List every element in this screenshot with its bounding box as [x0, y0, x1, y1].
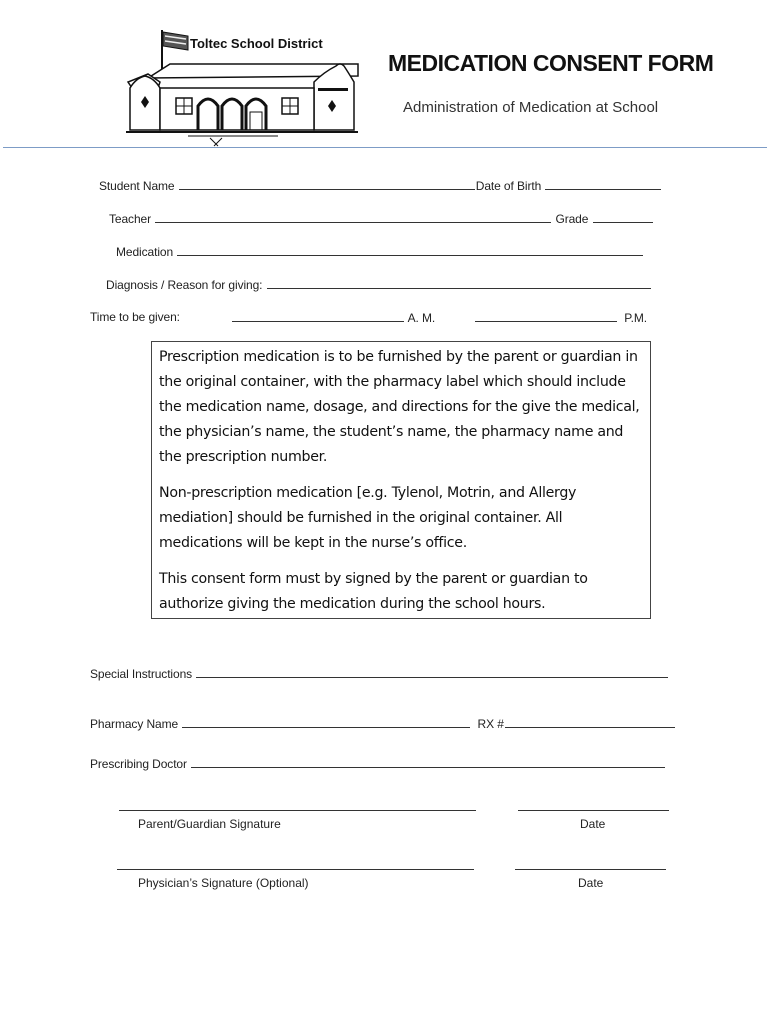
special-instructions-row — [90, 666, 669, 681]
prescribing-doctor-label: Prescribing Doctor — [90, 757, 187, 771]
medication-label: Medication — [116, 245, 174, 259]
physician-date-line[interactable] — [515, 869, 666, 870]
pm-time-input[interactable] — [475, 310, 617, 322]
pm-label: P.M. — [624, 311, 647, 325]
pm-row — [474, 310, 647, 325]
prescribing-doctor-input[interactable] — [191, 756, 665, 768]
am-label: A. M. — [407, 311, 436, 325]
am-time-input[interactable] — [232, 310, 404, 322]
teacher-row — [109, 211, 654, 226]
student-name-row — [99, 178, 662, 193]
policy-paragraph-non-prescription: Non-prescription medication [e.g. Tylenol, Motrin, and Allergy mediation] should be furnished in the original container. All medications will be kept in the nurse’s office. — [159, 485, 577, 551]
special-instructions-input[interactable] — [196, 666, 668, 678]
parent-date-label: Date — [580, 817, 606, 831]
date-of-birth-label: Date of Birth — [475, 179, 542, 193]
physician-signature-line[interactable] — [117, 869, 474, 870]
medication-input[interactable] — [177, 244, 643, 256]
policy-paragraph-prescription: Prescription medication is to be furnished by the parent or guardian in the original container, with the pharmacy label which should include the medication name, dosage, and directions for the give the medical, the physician’s name, the student’s name, the pharmacy name and the prescription number. — [159, 349, 640, 465]
pharmacy-row — [90, 716, 676, 731]
medication-row — [116, 244, 644, 259]
header-divider — [3, 147, 767, 148]
page-title: MEDICATION CONSENT FORM — [388, 50, 714, 76]
student-name-input[interactable] — [179, 178, 475, 190]
time-to-be-given-label: Time to be given: — [90, 310, 180, 324]
diagnosis-label: Diagnosis / Reason for giving: — [106, 278, 263, 292]
physician-signature-label: Physician’s Signature (Optional) — [138, 876, 309, 890]
parent-signature-line[interactable] — [119, 810, 476, 811]
teacher-label: Teacher — [109, 212, 151, 226]
physician-date-label: Date — [578, 876, 604, 890]
date-of-birth-input[interactable] — [545, 178, 661, 190]
diagnosis-input[interactable] — [267, 277, 651, 289]
page-subtitle: Administration of Medication at School — [403, 99, 659, 116]
parent-date-line[interactable] — [518, 810, 669, 811]
diagnosis-row — [106, 277, 652, 292]
teacher-input[interactable] — [155, 211, 551, 223]
pharmacy-name-input[interactable] — [182, 716, 470, 728]
district-name: Toltec School District — [190, 36, 323, 51]
am-row — [231, 310, 435, 325]
rx-label: RX # — [477, 717, 504, 731]
grade-label: Grade — [555, 212, 589, 226]
medication-policy-box — [151, 341, 651, 619]
parent-signature-label: Parent/Guardian Signature — [138, 817, 281, 831]
grade-input[interactable] — [593, 211, 653, 223]
special-instructions-label: Special Instructions — [90, 667, 193, 681]
student-name-label: Student Name — [99, 179, 175, 193]
policy-paragraph-consent: This consent form must by signed by the parent or guardian to authorize giving the medication during the school hours. — [159, 571, 588, 612]
prescribing-doctor-row — [90, 756, 666, 771]
rx-input[interactable] — [505, 716, 675, 728]
pharmacy-name-label: Pharmacy Name — [90, 717, 179, 731]
